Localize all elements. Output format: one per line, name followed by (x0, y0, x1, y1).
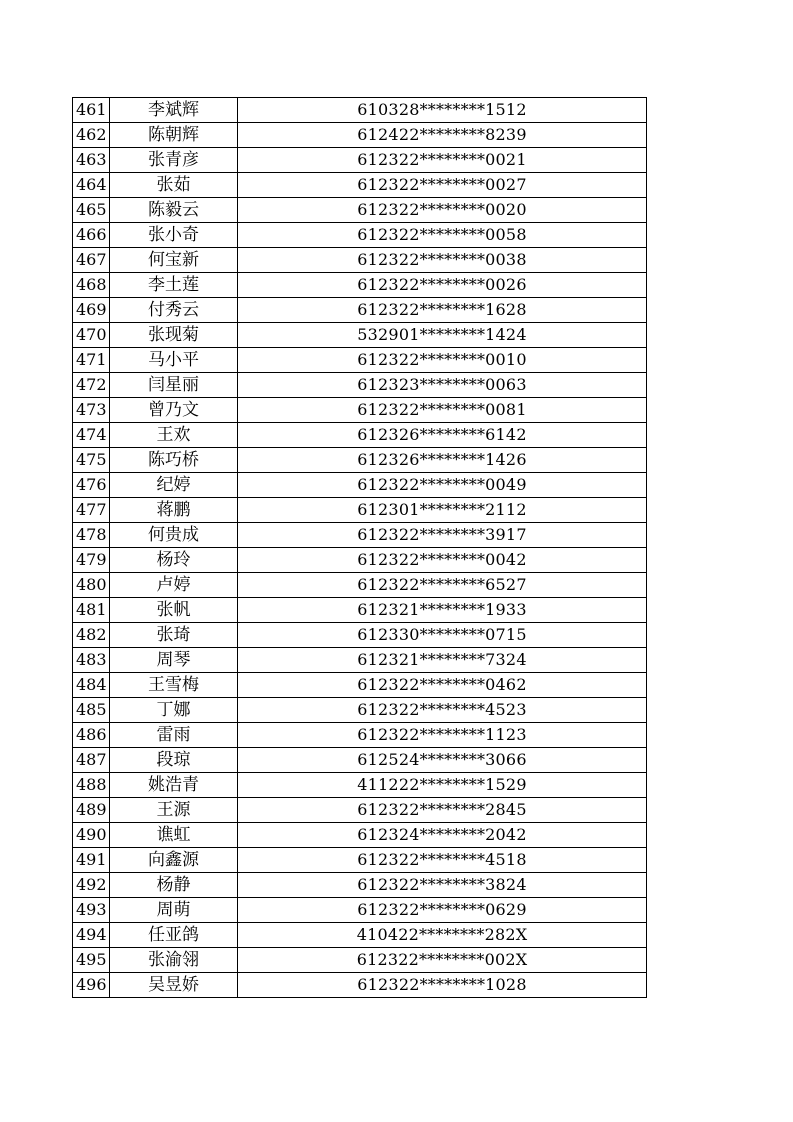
id-number-cell: 612321********7324 (238, 648, 647, 673)
row-number-cell: 477 (73, 498, 110, 523)
id-number-cell: 612321********1933 (238, 598, 647, 623)
name-cell: 马小平 (110, 348, 238, 373)
id-number-cell: 612322********1628 (238, 298, 647, 323)
id-number-cell: 532901********1424 (238, 323, 647, 348)
row-number-cell: 486 (73, 723, 110, 748)
row-number-cell: 489 (73, 798, 110, 823)
row-number-cell: 487 (73, 748, 110, 773)
id-number-cell: 612322********0629 (238, 898, 647, 923)
row-number-cell: 466 (73, 223, 110, 248)
name-cell: 杨玲 (110, 548, 238, 573)
table-row (73, 723, 647, 748)
name-cell: 纪婷 (110, 473, 238, 498)
id-number-cell: 612422********8239 (238, 123, 647, 148)
row-number-cell: 488 (73, 773, 110, 798)
roster-table (72, 97, 647, 998)
id-number-cell: 612322********0462 (238, 673, 647, 698)
row-number-cell: 479 (73, 548, 110, 573)
table-row (73, 248, 647, 273)
id-number-cell: 612322********2845 (238, 798, 647, 823)
table-row (73, 973, 647, 998)
table-row (73, 748, 647, 773)
table-row (73, 848, 647, 873)
id-number-cell: 612324********2042 (238, 823, 647, 848)
row-number-cell: 473 (73, 398, 110, 423)
row-number-cell: 464 (73, 173, 110, 198)
row-number-cell: 496 (73, 973, 110, 998)
name-cell: 张现菊 (110, 323, 238, 348)
name-cell: 李土莲 (110, 273, 238, 298)
row-number-cell: 485 (73, 698, 110, 723)
name-cell: 雷雨 (110, 723, 238, 748)
name-cell: 陈朝辉 (110, 123, 238, 148)
id-number-cell: 612322********0021 (238, 148, 647, 173)
name-cell: 周萌 (110, 898, 238, 923)
name-cell: 张茹 (110, 173, 238, 198)
row-number-cell: 461 (73, 98, 110, 123)
table-row (73, 198, 647, 223)
table-row (73, 423, 647, 448)
name-cell: 段琼 (110, 748, 238, 773)
id-number-cell: 612326********6142 (238, 423, 647, 448)
row-number-cell: 481 (73, 598, 110, 623)
id-number-cell: 612326********1426 (238, 448, 647, 473)
name-cell: 卢婷 (110, 573, 238, 598)
table-row (73, 348, 647, 373)
table-row (73, 923, 647, 948)
table-row (73, 798, 647, 823)
id-number-cell: 612322********3917 (238, 523, 647, 548)
table-row (73, 623, 647, 648)
table-row (73, 398, 647, 423)
table-row (73, 648, 647, 673)
name-cell: 何宝新 (110, 248, 238, 273)
table-row (73, 98, 647, 123)
id-number-cell: 610328********1512 (238, 98, 647, 123)
name-cell: 杨静 (110, 873, 238, 898)
table-row (73, 448, 647, 473)
row-number-cell: 470 (73, 323, 110, 348)
row-number-cell: 467 (73, 248, 110, 273)
name-cell: 周琴 (110, 648, 238, 673)
row-number-cell: 491 (73, 848, 110, 873)
table-row (73, 373, 647, 398)
name-cell: 向鑫源 (110, 848, 238, 873)
row-number-cell: 493 (73, 898, 110, 923)
table-row (73, 673, 647, 698)
id-number-cell: 612524********3066 (238, 748, 647, 773)
name-cell: 任亚鸽 (110, 923, 238, 948)
table-row (73, 148, 647, 173)
name-cell: 陈毅云 (110, 198, 238, 223)
name-cell: 吴昱娇 (110, 973, 238, 998)
id-number-cell: 612322********0010 (238, 348, 647, 373)
id-number-cell: 410422********282X (238, 923, 647, 948)
table-row (73, 598, 647, 623)
table-row (73, 898, 647, 923)
name-cell: 张青彦 (110, 148, 238, 173)
name-cell: 王欢 (110, 423, 238, 448)
row-number-cell: 483 (73, 648, 110, 673)
id-number-cell: 612301********2112 (238, 498, 647, 523)
table-row (73, 323, 647, 348)
name-cell: 付秀云 (110, 298, 238, 323)
table-row (73, 298, 647, 323)
row-number-cell: 472 (73, 373, 110, 398)
row-number-cell: 475 (73, 448, 110, 473)
id-number-cell: 612322********3824 (238, 873, 647, 898)
name-cell: 张琦 (110, 623, 238, 648)
table-row (73, 123, 647, 148)
id-number-cell: 612323********0063 (238, 373, 647, 398)
id-number-cell: 411222********1529 (238, 773, 647, 798)
table-row (73, 473, 647, 498)
row-number-cell: 462 (73, 123, 110, 148)
id-number-cell: 612322********0020 (238, 198, 647, 223)
row-number-cell: 495 (73, 948, 110, 973)
row-number-cell: 492 (73, 873, 110, 898)
name-cell: 丁娜 (110, 698, 238, 723)
id-number-cell: 612322********4523 (238, 698, 647, 723)
id-number-cell: 612322********0027 (238, 173, 647, 198)
table-row (73, 173, 647, 198)
row-number-cell: 463 (73, 148, 110, 173)
table-row (73, 273, 647, 298)
name-cell: 蒋鹏 (110, 498, 238, 523)
table-row (73, 948, 647, 973)
name-cell: 王雪梅 (110, 673, 238, 698)
row-number-cell: 465 (73, 198, 110, 223)
id-number-cell: 612322********0026 (238, 273, 647, 298)
name-cell: 李斌辉 (110, 98, 238, 123)
name-cell: 陈巧桥 (110, 448, 238, 473)
id-number-cell: 612322********6527 (238, 573, 647, 598)
row-number-cell: 490 (73, 823, 110, 848)
table-row (73, 223, 647, 248)
row-number-cell: 480 (73, 573, 110, 598)
id-number-cell: 612322********0058 (238, 223, 647, 248)
name-cell: 何贵成 (110, 523, 238, 548)
name-cell: 王源 (110, 798, 238, 823)
table-row (73, 823, 647, 848)
row-number-cell: 474 (73, 423, 110, 448)
row-number-cell: 469 (73, 298, 110, 323)
id-number-cell: 612322********0081 (238, 398, 647, 423)
id-number-cell: 612322********0042 (238, 548, 647, 573)
name-cell: 闫星丽 (110, 373, 238, 398)
id-number-cell: 612322********1123 (238, 723, 647, 748)
table-row (73, 773, 647, 798)
name-cell: 曾乃文 (110, 398, 238, 423)
row-number-cell: 482 (73, 623, 110, 648)
name-cell: 张渝翎 (110, 948, 238, 973)
table-row (73, 498, 647, 523)
table-row (73, 873, 647, 898)
id-number-cell: 612330********0715 (238, 623, 647, 648)
id-number-cell: 612322********4518 (238, 848, 647, 873)
row-number-cell: 476 (73, 473, 110, 498)
id-number-cell: 612322********0049 (238, 473, 647, 498)
table-row (73, 523, 647, 548)
name-cell: 张小奇 (110, 223, 238, 248)
id-number-cell: 612322********0038 (238, 248, 647, 273)
row-number-cell: 484 (73, 673, 110, 698)
name-cell: 谯虹 (110, 823, 238, 848)
table-row (73, 573, 647, 598)
id-number-cell: 612322********1028 (238, 973, 647, 998)
row-number-cell: 478 (73, 523, 110, 548)
name-cell: 姚浩青 (110, 773, 238, 798)
table-row (73, 698, 647, 723)
row-number-cell: 468 (73, 273, 110, 298)
row-number-cell: 494 (73, 923, 110, 948)
id-number-cell: 612322********002X (238, 948, 647, 973)
name-cell: 张帆 (110, 598, 238, 623)
roster-table-body (73, 98, 647, 998)
row-number-cell: 471 (73, 348, 110, 373)
table-row (73, 548, 647, 573)
